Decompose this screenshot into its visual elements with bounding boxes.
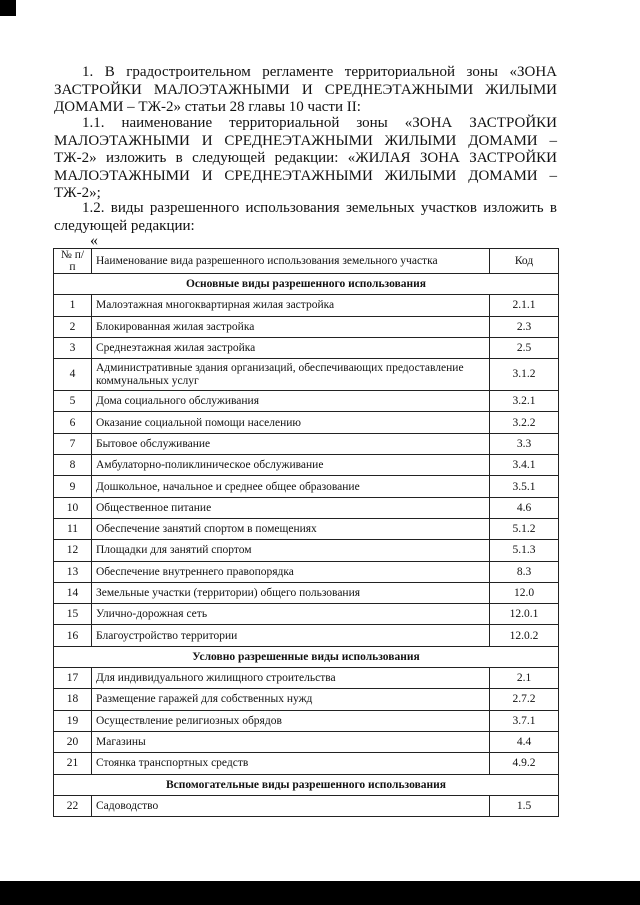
row-name: Блокированная жилая застройка bbox=[92, 316, 490, 337]
section-main-title: Основные виды разрешенного использования bbox=[54, 274, 559, 295]
row-name: Магазины bbox=[92, 731, 490, 752]
row-name: Амбулаторно-поликлиническое обслуживание bbox=[92, 455, 490, 476]
row-code: 5.1.3 bbox=[490, 540, 559, 561]
row-num: 1 bbox=[54, 295, 92, 316]
row-code: 2.1.1 bbox=[490, 295, 559, 316]
row-name: Оказание социальной помощи населению bbox=[92, 412, 490, 433]
row-code: 3.2.1 bbox=[490, 391, 559, 412]
row-name: Обеспечение внутреннего правопорядка bbox=[92, 561, 490, 582]
scan-corner-mark bbox=[0, 0, 16, 16]
row-num: 22 bbox=[54, 795, 92, 816]
row-num: 9 bbox=[54, 476, 92, 497]
row-num: 3 bbox=[54, 337, 92, 358]
row-code: 5.1.2 bbox=[490, 518, 559, 539]
row-name: Малоэтажная многоквартирная жилая застройка bbox=[92, 295, 490, 316]
table-row bbox=[54, 731, 559, 752]
row-name: Стоянка транспортных средств bbox=[92, 753, 490, 774]
row-num: 20 bbox=[54, 731, 92, 752]
row-code: 2.5 bbox=[490, 337, 559, 358]
table-row bbox=[54, 753, 559, 774]
row-num: 4 bbox=[54, 359, 92, 391]
row-code: 3.5.1 bbox=[490, 476, 559, 497]
table-row bbox=[54, 604, 559, 625]
table-row bbox=[54, 497, 559, 518]
row-code: 3.2.2 bbox=[490, 412, 559, 433]
row-code: 3.7.1 bbox=[490, 710, 559, 731]
land-use-table bbox=[53, 248, 559, 817]
row-code: 12.0.1 bbox=[490, 604, 559, 625]
paragraph-1-1: 1.1. наименование территориальной зоны «ЗОНА ЗАСТРОЙКИ МАЛОЭТАЖНЫМИ И СРЕДНЕЭТАЖНЫМИ ЖИЛЫМИ ДОМАМИ – ТЖ-2» изложить в следующей редакции: «ЖИЛАЯ ЗОНА ЗАСТРОЙКИ МАЛОЭТАЖНЫМИ И СРЕДНЕЭТАЖНЫМИ ЖИЛЫМИ ДОМАМИ – ТЖ-2»; bbox=[54, 115, 557, 201]
paragraph-1: 1. В градостроительном регламенте территориальной зоны «ЗОНА ЗАСТРОЙКИ МАЛОЭТАЖНЫМИ И СРЕДНЕЭТАЖНЫМИ ЖИЛЫМИ ДОМАМИ – ТЖ-2» статьи 28 главы 10 части II: bbox=[54, 64, 557, 115]
section-auxiliary-row bbox=[54, 774, 559, 795]
table-row bbox=[54, 412, 559, 433]
row-code: 2.3 bbox=[490, 316, 559, 337]
row-code: 12.0 bbox=[490, 582, 559, 603]
row-num: 16 bbox=[54, 625, 92, 646]
row-num: 10 bbox=[54, 497, 92, 518]
header-code: Код bbox=[490, 249, 559, 274]
table-header-row bbox=[54, 249, 559, 274]
table-row bbox=[54, 625, 559, 646]
row-code: 2.1 bbox=[490, 668, 559, 689]
scan-bottom-bar bbox=[0, 881, 640, 905]
row-name: Осуществление религиозных обрядов bbox=[92, 710, 490, 731]
row-num: 11 bbox=[54, 518, 92, 539]
table-row bbox=[54, 316, 559, 337]
section-conditional-title: Условно разрешенные виды использования bbox=[54, 646, 559, 667]
row-name: Площадки для занятий спортом bbox=[92, 540, 490, 561]
section-conditional-row bbox=[54, 646, 559, 667]
row-name: Для индивидуального жилищного строительства bbox=[92, 668, 490, 689]
row-num: 2 bbox=[54, 316, 92, 337]
row-code: 8.3 bbox=[490, 561, 559, 582]
row-num: 8 bbox=[54, 455, 92, 476]
row-name: Дошкольное, начальное и среднее общее образование bbox=[92, 476, 490, 497]
row-num: 17 bbox=[54, 668, 92, 689]
table-row bbox=[54, 540, 559, 561]
row-code: 4.9.2 bbox=[490, 753, 559, 774]
row-num: 18 bbox=[54, 689, 92, 710]
row-name: Размещение гаражей для собственных нужд bbox=[92, 689, 490, 710]
row-name: Среднеэтажная жилая застройка bbox=[92, 337, 490, 358]
table-row bbox=[54, 337, 559, 358]
section-main-row bbox=[54, 274, 559, 295]
table-row bbox=[54, 295, 559, 316]
row-num: 14 bbox=[54, 582, 92, 603]
row-name: Административные здания организаций, обеспечивающих предоставление коммунальных услуг bbox=[92, 359, 490, 391]
opening-quote-mark: « bbox=[90, 232, 98, 249]
table-row bbox=[54, 561, 559, 582]
paragraph-1-2: 1.2. виды разрешенного использования земельных участков изложить в следующей редакции: bbox=[54, 200, 557, 234]
row-code: 3.4.1 bbox=[490, 455, 559, 476]
row-code: 3.3 bbox=[490, 433, 559, 454]
row-name: Общественное питание bbox=[92, 497, 490, 518]
row-name: Благоустройство территории bbox=[92, 625, 490, 646]
row-code: 4.6 bbox=[490, 497, 559, 518]
table-row bbox=[54, 391, 559, 412]
row-num: 5 bbox=[54, 391, 92, 412]
table-row bbox=[54, 359, 559, 391]
table-row bbox=[54, 455, 559, 476]
row-name: Обеспечение занятий спортом в помещениях bbox=[92, 518, 490, 539]
table-row bbox=[54, 582, 559, 603]
table-row bbox=[54, 668, 559, 689]
row-name: Бытовое обслуживание bbox=[92, 433, 490, 454]
row-name: Улично-дорожная сеть bbox=[92, 604, 490, 625]
table-row bbox=[54, 476, 559, 497]
row-num: 15 bbox=[54, 604, 92, 625]
row-num: 6 bbox=[54, 412, 92, 433]
row-code: 4.4 bbox=[490, 731, 559, 752]
row-code: 1.5 bbox=[490, 795, 559, 816]
table-row bbox=[54, 518, 559, 539]
table-row bbox=[54, 689, 559, 710]
header-name: Наименование вида разрешенного использования земельного участка bbox=[92, 249, 490, 274]
row-num: 12 bbox=[54, 540, 92, 561]
section-auxiliary-title: Вспомогательные виды разрешенного использования bbox=[54, 774, 559, 795]
row-num: 13 bbox=[54, 561, 92, 582]
header-num: № п/п bbox=[54, 249, 92, 274]
row-num: 7 bbox=[54, 433, 92, 454]
table-row bbox=[54, 433, 559, 454]
table-row bbox=[54, 795, 559, 816]
table-row bbox=[54, 710, 559, 731]
row-name: Земельные участки (территории) общего пользования bbox=[92, 582, 490, 603]
row-num: 19 bbox=[54, 710, 92, 731]
row-num: 21 bbox=[54, 753, 92, 774]
row-code: 3.1.2 bbox=[490, 359, 559, 391]
row-name: Дома социального обслуживания bbox=[92, 391, 490, 412]
row-code: 2.7.2 bbox=[490, 689, 559, 710]
row-name: Садоводство bbox=[92, 795, 490, 816]
row-code: 12.0.2 bbox=[490, 625, 559, 646]
